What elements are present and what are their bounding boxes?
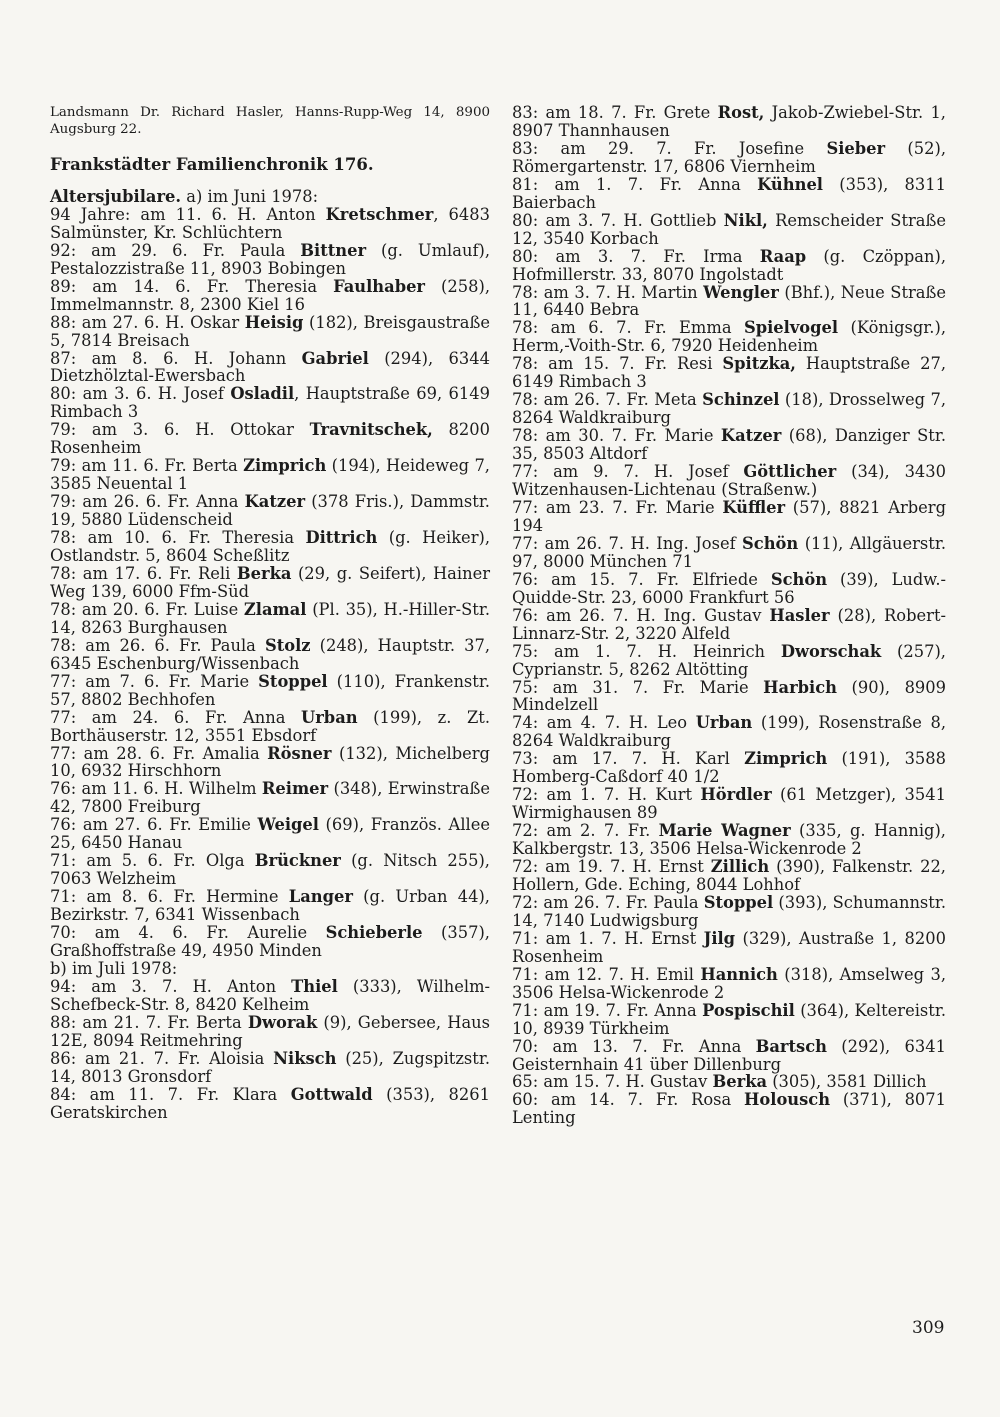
entry-suffix: Hauptstraße 27, 6149 Rimbach 3: [512, 354, 947, 392]
entry-suffix: Remscheider Straße 12, 3540 Korbach: [512, 210, 946, 248]
entry-suffix: (333), Wilhelm-Schefbeck-Str. 8, 8420 Kelheim: [50, 976, 491, 1014]
subheading-june: [50, 188, 490, 206]
entry-surname: Niksch: [273, 1048, 337, 1068]
entry-item: [512, 786, 946, 822]
entry-prefix: 72: am 19. 7. H. Ernst: [512, 857, 711, 877]
entry-item: [512, 643, 946, 679]
entry-suffix: Jakob-Zwiebel-Str. 1, 8907 Thannhausen: [512, 103, 946, 140]
entry-prefix: 84: am 11. 7. Fr. Klara: [50, 1084, 291, 1104]
entry-suffix: (Bhf.), Neue Straße 11, 6440 Bebra: [512, 282, 946, 320]
entry-item: [512, 1091, 946, 1127]
entry-suffix: (110), Frankenstr. 57, 8802 Bechhofen: [50, 671, 490, 709]
entry-prefix: 72: am 26. 7. Fr. Paula: [512, 892, 704, 912]
july-entries-right-list: [512, 104, 946, 1127]
entry-suffix: (357), Graßhoffstraße 49, 4950 Minden: [50, 923, 490, 960]
entry-prefix: 71: am 12. 7. H. Emil: [512, 964, 701, 984]
entry-item: [50, 978, 490, 1014]
entry-surname: Dittrich: [305, 528, 378, 548]
entry-surname: Hördler: [700, 785, 772, 805]
entry-prefix: 79: am 3. 6. H. Ottokar: [50, 420, 310, 440]
entry-suffix: , Hauptstraße 69, 6149 Rimbach 3: [50, 384, 490, 422]
entry-prefix: 78: am 17. 6. Fr. Reli: [50, 563, 237, 583]
entry-prefix: 71: am 5. 6. Fr. Olga: [50, 851, 255, 871]
entry-suffix: (318), Amselweg 3, 3506 Helsa-Wickenrode 2: [512, 964, 946, 1002]
entry-surname: Bittner: [300, 240, 367, 260]
entry-surname: Jilg: [703, 928, 736, 948]
entry-suffix: (11), Allgäuerstr. 97, 8000 München 71: [512, 533, 946, 571]
entry-prefix: 77: am 28. 6. Fr. Amalia: [50, 743, 268, 763]
entry-item: [512, 571, 946, 607]
entry-prefix: 78: am 20. 6. Fr. Luise: [50, 599, 244, 619]
entry-suffix: (371), 8071 Lenting: [512, 1090, 946, 1128]
entry-suffix: (52), Römergartenstr. 17, 6806 Viernheim: [512, 138, 946, 176]
entry-prefix: 78: am 26. 7. Fr. Meta: [512, 390, 703, 410]
entry-prefix: 71: am 19. 7. Fr. Anna: [512, 1000, 703, 1020]
entry-item: [512, 714, 946, 750]
entry-surname: Dworak: [247, 1012, 318, 1032]
entry-surname: Urban: [301, 707, 358, 727]
entry-item: [50, 350, 490, 386]
july-entries-left-list: [50, 978, 490, 1122]
entry-item: [512, 355, 946, 391]
entry-prefix: 78: am 10. 6. Fr. Theresia: [50, 528, 306, 548]
entry-prefix: 86: am 21. 7. Fr. Aloisia: [50, 1048, 274, 1068]
entry-suffix: (258), Immelmannstr. 8, 2300 Kiel 16: [50, 276, 490, 314]
entry-prefix: 78: am 6. 7. Fr. Emma: [512, 318, 744, 338]
subheading-july: b) im Juli 1978:: [50, 958, 178, 978]
entry-surname: Zlamal: [243, 599, 307, 619]
entry-prefix: 73: am 17. 7. H. Karl: [512, 749, 745, 769]
entry-surname: Kühnel: [757, 174, 823, 194]
entry-item: [50, 529, 490, 565]
entry-suffix: (g. Czöppan), Hofmillerstr. 33, 8070 Ingolstadt: [512, 246, 946, 284]
entry-item: [512, 140, 946, 176]
entry-suffix: (194), Heideweg 7, 3585 Neuental 1: [50, 456, 490, 494]
entry-surname: Stoppel: [258, 671, 328, 691]
entry-suffix: (Königsgr.), Herm,-Voith-Str. 6, 7920 Heidenheim: [512, 318, 946, 356]
entry-surname: Sieber: [826, 138, 886, 158]
entry-prefix: 78: am 26. 6. Fr. Paula: [50, 635, 265, 655]
entry-surname: Schinzel: [702, 390, 780, 410]
entry-item: [512, 679, 946, 715]
entry-suffix: (29, g. Seifert), Hainer Weg 139, 6000 Ffm-Süd: [50, 563, 490, 601]
entry-suffix: (353), 8261 Geratskirchen: [50, 1084, 490, 1122]
entry-surname: Osladil: [230, 384, 295, 404]
entry-suffix: (305), 3581 Dillich: [767, 1072, 927, 1092]
entry-surname: Hasler: [769, 605, 830, 625]
entry-prefix: 78: am 15. 7. Fr. Resi: [512, 354, 723, 374]
entry-surname: Gabriel: [301, 348, 369, 368]
entry-surname: Schön: [770, 569, 828, 589]
entry-suffix: (393), Schumannstr. 14, 7140 Ludwigsburg: [512, 892, 946, 930]
entry-suffix: (Pl. 35), H.-Hiller-Str. 14, 8263 Burghausen: [50, 599, 490, 637]
entry-prefix: 83: am 18. 7. Fr. Grete: [512, 103, 718, 122]
entry-item: [512, 858, 946, 894]
entry-suffix: (257), Cyprianstr. 5, 8262 Altötting: [512, 641, 946, 679]
entry-prefix: 76: am 11. 6. H. Wilhelm: [50, 779, 262, 799]
entry-surname: Urban: [695, 713, 753, 733]
entry-surname: Zimprich: [243, 456, 327, 476]
entry-suffix: (199), Rosenstraße 8, 8264 Waldkraiburg: [512, 713, 946, 751]
entry-item: [50, 816, 490, 852]
entry-item: [512, 966, 946, 1002]
entry-item: [512, 535, 946, 571]
entry-item: [512, 499, 946, 535]
entry-item: [512, 1073, 946, 1091]
entry-item: [50, 457, 490, 493]
entry-item: [50, 242, 490, 278]
entry-prefix: 72: am 2. 7. Fr.: [512, 821, 659, 841]
subheading-label: Altersjubilare.: [50, 186, 182, 206]
entry-prefix: 77: am 26. 7. H. Ing. Josef: [512, 533, 743, 553]
entry-prefix: 71: am 8. 6. Fr. Hermine: [50, 887, 289, 907]
entry-item: [512, 930, 946, 966]
left-column: [50, 104, 490, 1122]
entry-surname: Holousch: [744, 1090, 831, 1110]
entry-prefix: 75: am 1. 7. H. Heinrich: [512, 641, 781, 661]
entry-surname: Weigel: [257, 815, 319, 835]
entry-prefix: 77: am 23. 7. Fr. Marie: [512, 497, 723, 517]
entry-suffix: (68), Danziger Str. 35, 8503 Altdorf: [512, 426, 946, 464]
entry-surname: Dworschak: [780, 641, 882, 661]
entry-prefix: 78: am 3. 7. H. Martin: [512, 282, 704, 302]
entry-item: [512, 1038, 946, 1074]
entry-item: [50, 852, 490, 888]
entry-item: [50, 1086, 490, 1122]
entry-prefix: 70: am 13. 7. Fr. Anna: [512, 1036, 756, 1056]
entry-suffix: (248), Hauptstr. 37, 6345 Eschenburg/Wissenbach: [50, 635, 491, 673]
entry-item: [50, 385, 490, 421]
entry-prefix: 60: am 14. 7. Fr. Rosa: [512, 1090, 745, 1110]
entry-prefix: 77: am 7. 6. Fr. Marie: [50, 671, 259, 691]
entry-prefix: 92: am 29. 6. Fr. Paula: [50, 240, 301, 260]
entry-item: [50, 421, 490, 457]
entry-surname: Stoppel: [703, 892, 774, 912]
entry-item: [50, 314, 490, 350]
entry-suffix: (69), Französ. Allee 25, 6450 Hanau: [50, 815, 490, 853]
entry-suffix: (294), 6344 Dietzhölztal-Ewersbach: [50, 348, 490, 386]
entry-prefix: 88: am 21. 7. Fr. Berta: [50, 1012, 248, 1032]
entry-surname: Zillich: [710, 857, 770, 877]
entry-surname: Wengler: [703, 282, 779, 302]
entry-suffix: (132), Michelberg 10, 6932 Hirschhorn: [50, 743, 490, 781]
entry-prefix: 75: am 31. 7. Fr. Marie: [512, 677, 764, 697]
entry-item: [50, 206, 490, 242]
entry-surname: Hannich: [700, 964, 778, 984]
entry-surname: Schön: [742, 533, 799, 553]
entry-prefix: 88: am 27. 6. H. Oskar: [50, 312, 245, 332]
entry-prefix: 77: am 24. 6. Fr. Anna: [50, 707, 302, 727]
entry-suffix: (390), Falkenstr. 22, Hollern, Gde. Eching, 8044 Lohhof: [512, 857, 946, 894]
entry-surname: Berka: [236, 563, 292, 583]
entry-suffix: (182), Breisgaustraße 5, 7814 Breisach: [50, 312, 490, 350]
entry-item: [50, 637, 490, 673]
entry-item: [512, 391, 946, 427]
entry-item: [50, 1014, 490, 1050]
entry-prefix: 77: am 9. 7. H. Josef: [512, 462, 744, 482]
section-title: Frankstädter Familienchronik 176.: [50, 155, 374, 174]
entry-prefix: 94: am 3. 7. H. Anton: [50, 976, 292, 996]
entry-item: [50, 278, 490, 314]
entry-item: [512, 750, 946, 786]
entry-surname: Spitzka,: [722, 354, 796, 374]
entry-suffix: (199), z. Zt. Borthäuserstr. 12, 3551 Ebsdorf: [50, 707, 491, 745]
entry-surname: Heisig: [244, 312, 304, 332]
entry-prefix: 74: am 4. 7. H. Leo: [512, 713, 696, 733]
entry-surname: Bartsch: [755, 1036, 827, 1056]
entry-suffix: (9), Gebersee, Haus 12E, 8094 Reitmehring: [50, 1012, 490, 1050]
entry-suffix: (61 Metzger), 3541 Wirmighausen 89: [512, 785, 946, 823]
entry-suffix: (57), 8821 Arberg 194: [512, 497, 946, 535]
entry-item: [512, 104, 946, 140]
entry-surname: Marie Wagner: [658, 821, 791, 841]
entry-surname: Katzer: [244, 492, 306, 512]
entry-item: [512, 212, 946, 248]
entry-suffix: (191), 3588 Homberg-Caßdorf 40 1/2: [512, 749, 947, 787]
entry-surname: Kretschmer: [325, 204, 434, 224]
entry-item: [50, 1050, 490, 1086]
entry-suffix: (18), Drosselweg 7, 8264 Waldkraiburg: [512, 390, 946, 428]
entry-surname: Küffler: [722, 497, 786, 517]
entry-prefix: 80: am 3. 6. H. Josef: [50, 384, 231, 404]
entry-prefix: 83: am 29. 7. Fr. Josefine: [512, 138, 827, 158]
entry-prefix: 76: am 26. 7. H. Ing. Gustav: [512, 605, 770, 625]
entry-item: [50, 888, 490, 924]
entry-surname: Pospischil: [702, 1000, 795, 1020]
entry-item: [512, 319, 946, 355]
entry-suffix: (g. Umlauf), Pestalozzistraße 11, 8903 Bobingen: [50, 240, 490, 278]
entry-suffix: (28), Robert-Linnarz-Str. 2, 3220 Alfeld: [512, 605, 946, 643]
entry-prefix: 79: am 11. 6. Fr. Berta: [50, 456, 244, 476]
right-column: [512, 104, 946, 1127]
entry-prefix: 71: am 1. 7. H. Ernst: [512, 928, 704, 948]
entry-prefix: 70: am 4. 6. Fr. Aurelie: [50, 923, 326, 943]
entry-suffix: (348), Erwinstraße 42, 7800 Freiburg: [50, 779, 490, 817]
entry-item: [50, 673, 490, 709]
entry-suffix: (292), 6341 Geisternhain 41 über Dillenburg: [512, 1036, 946, 1074]
entry-suffix: (335, g. Hannig), Kalkbergstr. 13, 3506 Helsa-Wickenrode 2: [512, 821, 946, 859]
entry-item: [512, 607, 946, 643]
entry-suffix: (378 Fris.), Dammstr. 19, 5880 Lüdenscheid: [50, 492, 490, 530]
entry-item: [512, 463, 946, 499]
entry-prefix: 79: am 26. 6. Fr. Anna: [50, 492, 245, 512]
entry-prefix: 89: am 14. 6. Fr. Theresia: [50, 276, 334, 296]
entry-suffix: (25), Zugspitzstr. 14, 8013 Gronsdorf: [50, 1048, 490, 1086]
entry-item: [512, 822, 946, 858]
entry-item: [512, 1002, 946, 1038]
entry-suffix: (353), 8311 Baierbach: [512, 174, 946, 212]
june-entries-list: [50, 206, 490, 960]
entry-surname: Travnitschek,: [309, 420, 433, 440]
page-number: 309: [912, 1318, 945, 1338]
entry-suffix: (90), 8909 Mindelzell: [512, 677, 946, 715]
entry-prefix: 78: am 30. 7. Fr. Marie: [512, 426, 721, 446]
entry-surname: Schieberle: [325, 923, 423, 943]
entry-surname: Nikl,: [723, 210, 768, 230]
entry-suffix: (329), Austraße 1, 8200 Rosenheim: [512, 928, 946, 966]
entry-item: [50, 601, 490, 637]
entry-surname: Göttlicher: [743, 462, 837, 482]
entry-item: [50, 709, 490, 745]
entry-prefix: 87: am 8. 6. H. Johann: [50, 348, 302, 368]
entry-surname: Katzer: [720, 426, 782, 446]
entry-prefix: 80: am 3. 7. H. Gottlieb: [512, 210, 724, 230]
entry-surname: Thiel: [291, 976, 338, 996]
entry-surname: Faulhaber: [333, 276, 426, 296]
entry-surname: Zimprich: [744, 749, 828, 769]
entry-prefix: 72: am 1. 7. H. Kurt: [512, 785, 701, 805]
entry-surname: Raap: [759, 246, 807, 266]
entry-prefix: 76: am 15. 7. Fr. Elfriede: [512, 569, 771, 589]
entry-surname: Rost,: [717, 103, 765, 122]
entry-item: [512, 284, 946, 320]
entry-surname: Gottwald: [290, 1084, 373, 1104]
entry-item: [512, 248, 946, 284]
entry-item: [50, 924, 490, 960]
entry-suffix: (39), Ludw.-Quidde-Str. 23, 6000 Frankfurt 56: [512, 569, 946, 607]
entry-suffix: (g. Heiker), Ostlandstr. 5, 8604 Scheßlitz: [50, 528, 490, 566]
entry-item: [50, 565, 490, 601]
entry-prefix: 76: am 27. 6. Fr. Emilie: [50, 815, 258, 835]
entry-surname: Berka: [712, 1072, 768, 1092]
entry-item: [512, 894, 946, 930]
subheading-rest: a) im Juni 1978:: [181, 186, 319, 206]
entry-item: [50, 493, 490, 529]
entry-suffix: , 6483 Salmünster, Kr. Schlüchtern: [50, 204, 490, 242]
entry-surname: Brückner: [254, 851, 341, 871]
entry-surname: Rösner: [267, 743, 332, 763]
entry-suffix: (g. Nitsch 255), 7063 Welzheim: [50, 851, 490, 889]
entry-item: [50, 745, 490, 781]
entry-suffix: 8200 Rosenheim: [50, 420, 490, 458]
entry-surname: Langer: [288, 887, 353, 907]
entry-prefix: 80: am 3. 7. Fr. Irma: [512, 246, 760, 266]
entry-surname: Reimer: [261, 779, 329, 799]
entry-item: [512, 427, 946, 463]
entry-prefix: 65: am 15. 7. H. Gustav: [512, 1072, 713, 1092]
entry-prefix: 94 Jahre: am 11. 6. H. Anton: [50, 204, 326, 224]
entry-prefix: 81: am 1. 7. Fr. Anna: [512, 174, 758, 194]
entry-surname: Harbich: [763, 677, 837, 697]
entry-item: [512, 176, 946, 212]
entry-suffix: (364), Keltereistr. 10, 8939 Türkheim: [512, 1000, 946, 1038]
entry-suffix: (g. Urban 44), Bezirkstr. 7, 6341 Wissenbach: [50, 887, 490, 925]
entry-surname: Stolz: [264, 635, 311, 655]
intro-text: Landsmann Dr. Richard Hasler, Hanns-Rupp-Weg 14, 8900 Augsburg 22.: [50, 105, 490, 137]
entry-item: [50, 780, 490, 816]
entry-suffix: (34), 3430 Witzenhausen-Lichtenau (Straßenw.): [512, 462, 947, 500]
entry-surname: Spielvogel: [743, 318, 839, 338]
